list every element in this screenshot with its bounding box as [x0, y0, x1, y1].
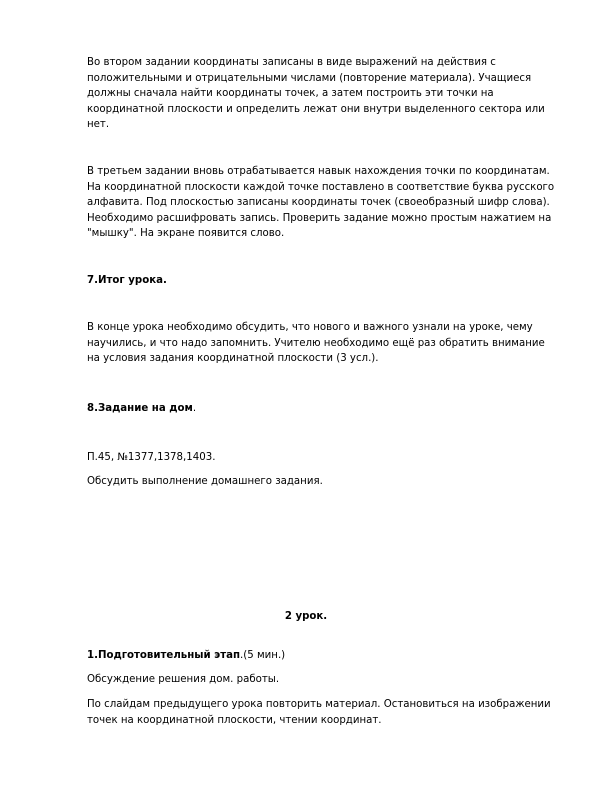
paragraph-summary: В конце урока необходимо обсудить, что нового и важного узнали на уроке, чему научились, и что надо запомнить. Учителю необходимо ещё раз обратить внимание на условия задания координатной плоскости (3 усл.).: [87, 322, 545, 365]
homework-review: Обсуждение решения дом. работы.: [87, 674, 280, 685]
heading-homework-label: 8.Задание на дом: [87, 403, 193, 414]
homework-assignment: П.45, №1377,1378,1403.: [87, 452, 216, 463]
heading-preparatory-stage: [87, 648, 557, 664]
lesson-two-title: 2 урок.: [284, 611, 328, 623]
paragraph-task-three: В третьем задании вновь отрабатывается навык нахождения точки по координатам. На координатной плоскости каждой точке поставлено в соответствие буква русского алфавита. Под плоскостью записаны координаты точек (своеобразный шифр слова). Необходимо расшифровать запись. Проверить задание можно простым нажатием на "мышку". На экране появится слово.: [87, 166, 555, 240]
paragraph-task-two: Во втором задании координаты записаны в виде выражений на действия с положительными и отрицательными числами (повторение материала). Учащиеся должны сначала найти координаты точек, а затем построить эти точки на координатной плоскости и определить лежат они внутри выделенного сектора или нет.: [87, 57, 545, 131]
heading-lesson-summary: 7.Итог урока.: [87, 275, 167, 286]
preparatory-stage-label: 1.Подготовительный этап: [87, 650, 241, 661]
heading-homework-dot: .: [192, 403, 197, 414]
heading-homework: [87, 401, 557, 417]
homework-discussion: Обсудить выполнение домашнего задания.: [87, 476, 323, 487]
preparatory-stage-duration: .(5 мин.): [240, 650, 286, 661]
paragraph-review-slides: По слайдам предыдущего урока повторить материал. Остановиться на изображении точек на координатной плоскости, чтении координат.: [87, 699, 551, 726]
